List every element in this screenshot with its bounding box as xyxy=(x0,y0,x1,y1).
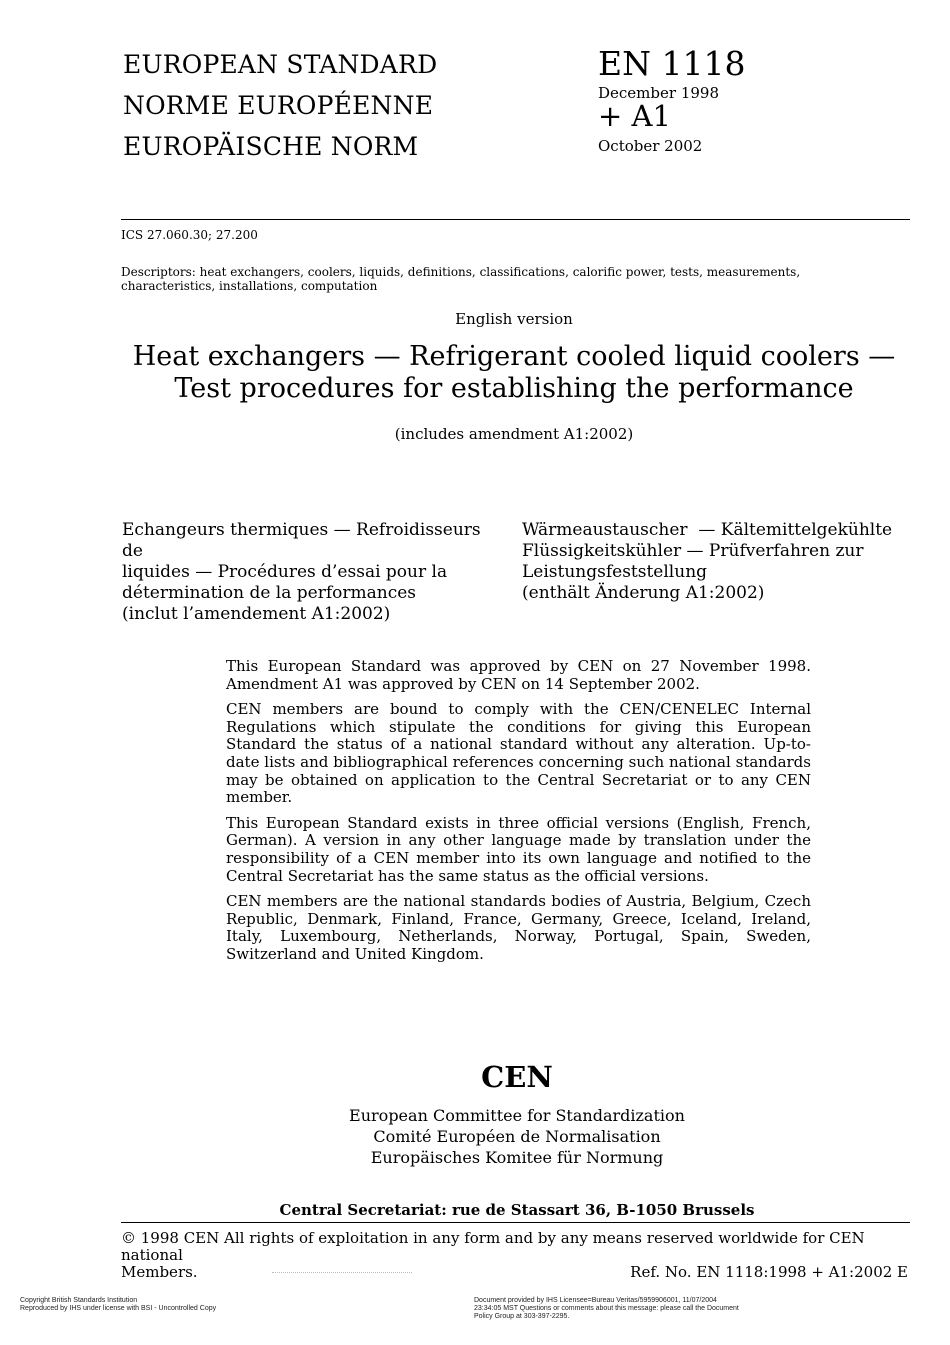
standard-date: December 1998 xyxy=(598,84,719,102)
versions-paragraph: This European Standard exists in three official versions (English, French, German). A version in any other language made by translation under the responsibility of a CEN member into its own language and notified to the Central Secretariat has the same status as the official versions. xyxy=(226,813,811,885)
french-title-line: détermination de la performances xyxy=(122,583,417,603)
german-title-line: (enthält Änderung A1:2002) xyxy=(522,583,765,603)
french-title xyxy=(122,520,497,625)
copyright-line: © 1998 CEN All rights of exploitation in any form and by any means reserved worldwide for CEN national xyxy=(121,1229,865,1264)
cen-name-french: Comité Européen de Normalisation xyxy=(373,1127,661,1146)
title-french: NORME EUROPÉENNE xyxy=(123,91,434,120)
footer-line: Reproduced by IHS under license with BSI - Uncontrolled Copy xyxy=(20,1305,217,1312)
copyright-block xyxy=(121,1230,908,1281)
members-paragraph: CEN members are the national standards bodies of Austria, Belgium, Czech Republic, Denmark, Finland, France, Germany, Greece, Iceland, Ireland, Italy, Luxembourg, Netherlands, Norway, Portugal, Spain, Sweden, Switzerland and United Kingdom. xyxy=(226,892,811,963)
approval-text xyxy=(226,658,811,972)
french-title-line: liquides — Procédures d’essai pour la xyxy=(122,562,448,582)
descriptors: Descriptors: heat exchangers, coolers, liquids, definitions, classifications, calorific power, tests, measurements, characteristics, installations, computation xyxy=(121,265,801,293)
cen-name-english: European Committee for Standardization xyxy=(349,1106,685,1125)
german-title xyxy=(522,520,902,604)
footer-divider xyxy=(121,1222,910,1223)
french-title-line: (inclut l’amendement A1:2002) xyxy=(122,604,391,624)
compliance-paragraph: CEN members are bound to comply with the CEN/CENELEC Internal Regulations which stipulate the conditions for giving this European Standard the status of a national standard without any alteration. Up-to-date lists and bibliographical references concerning such national standards may be obtained on application to the Central Secretariat or to any CEN member. xyxy=(226,700,811,807)
faint-mark xyxy=(272,1272,412,1276)
amendment-date: October 2002 xyxy=(598,137,703,155)
ics-codes: ICS 27.060.30; 27.200 xyxy=(121,228,258,242)
standard-number: EN 1118 xyxy=(598,44,746,83)
cen-names xyxy=(0,1105,950,1168)
footer-line: Copyright British Standards Institution xyxy=(20,1297,138,1304)
title-english: EUROPEAN STANDARD xyxy=(123,50,438,79)
central-secretariat: Central Secretariat: rue de Stassart 36, B-1050 Brussels xyxy=(279,1201,755,1219)
copyright-line: Members. xyxy=(121,1263,198,1281)
approval-paragraph: This European Standard was approved by CEN on 27 November 1998. Amendment A1 was approved by CEN on 14 September 2002. xyxy=(226,657,811,693)
german-title-line: Flüssigkeitskühler — Prüfverfahren zur xyxy=(522,541,864,561)
license-footer-right xyxy=(474,1297,804,1321)
header-divider xyxy=(121,219,910,220)
standard-title-block xyxy=(123,44,437,167)
footer-line: 23:34:05 MST Questions or comments about this message: please call the Document xyxy=(474,1305,739,1312)
title-german: EUROPÄISCHE NORM xyxy=(123,132,419,161)
footer-line: Document provided by IHS Licensee=Bureau Veritas/5959906001, 11/07/2004 xyxy=(474,1297,717,1304)
version-label: English version xyxy=(455,310,573,328)
german-title-line: Wärmeaustauscher — Kältemittelgekühlte xyxy=(522,520,893,540)
amendment-label: + A1 xyxy=(598,99,671,133)
german-title-line: Leistungsfeststellung xyxy=(522,562,708,582)
amendment-note: (includes amendment A1:2002) xyxy=(394,425,634,443)
footer-line: Policy Group at 303-397-2295. xyxy=(474,1313,570,1320)
cen-name-german: Europäisches Komitee für Normung xyxy=(370,1148,664,1167)
cen-logo: CEN xyxy=(481,1060,553,1094)
document-title: Heat exchangers — Refrigerant cooled liquid coolers — Test procedures for establishing the performance xyxy=(132,341,896,404)
french-title-line: Echangeurs thermiques — Refroidisseurs de xyxy=(122,520,481,561)
reference-number: Ref. No. EN 1118:1998 + A1:2002 E xyxy=(630,1263,908,1281)
license-footer-left xyxy=(20,1297,216,1313)
